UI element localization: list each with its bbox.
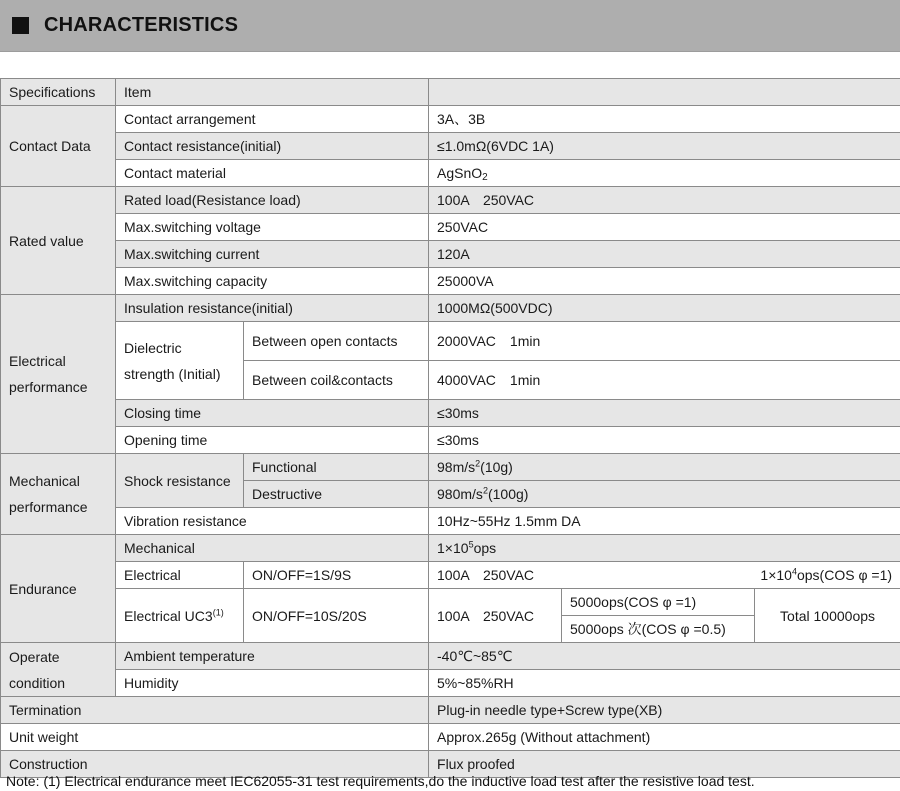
table-row <box>1 535 900 562</box>
table-row <box>1 322 900 361</box>
table-row <box>1 697 900 724</box>
item-termination: Termination <box>1 697 429 724</box>
group-endurance: Endurance <box>1 535 116 643</box>
group-rated-value: Rated value <box>1 187 116 295</box>
item-functional: Functional <box>244 454 429 481</box>
item-shock-resistance: Shock resistance <box>116 454 244 508</box>
group-operate-condition: Operate condition <box>1 643 116 697</box>
item-max-voltage: Max.switching voltage <box>116 214 429 241</box>
table-row <box>1 562 900 589</box>
table-row <box>1 400 900 427</box>
electrical-load: 100A 250VAC <box>437 567 535 583</box>
item-open-contacts: Between open contacts <box>244 322 429 361</box>
footnote: Note: (1) Electrical endurance meet IEC62055-31 test requirements,do the inductive load test after the resistive load test. <box>6 773 755 789</box>
item-max-current: Max.switching current <box>116 241 429 268</box>
table-row <box>1 106 900 133</box>
item-destructive: Destructive <box>244 481 429 508</box>
table-header-row <box>1 79 900 106</box>
item-unit-weight: Unit weight <box>1 724 429 751</box>
item-electrical-endurance: Electrical <box>116 562 244 589</box>
table-row <box>1 589 900 616</box>
group-contact-data: Contact Data <box>1 106 116 187</box>
item-mechanical-endurance: Mechanical <box>116 535 429 562</box>
item-dielectric-strength: Dielectric strength (Initial) <box>116 322 244 400</box>
electrical-cycle: ON/OFF=1S/9S <box>244 562 429 589</box>
value-contact-arrangement: 3A、3B <box>429 106 900 133</box>
group-electrical-performance: Electrical performance <box>1 295 116 454</box>
electrical-uc3-cycle: ON/OFF=10S/20S <box>244 589 429 643</box>
item-electrical-uc3: Electrical UC3$^{(1)}$ <box>116 589 244 643</box>
table-row <box>1 241 900 268</box>
section-title: CHARACTERISTICS <box>44 14 239 36</box>
table-row <box>1 508 900 535</box>
value-ambient-temperature: -40℃~85℃ <box>429 643 900 670</box>
table-row <box>1 724 900 751</box>
value-open-contacts: 2000VAC 1min <box>429 322 900 361</box>
electrical-uc3-load: 100A 250VAC <box>429 589 562 643</box>
value-humidity: 5%~85%RH <box>429 670 900 697</box>
col-header-value <box>429 79 900 106</box>
value-insulation: 1000MΩ(500VDC) <box>429 295 900 322</box>
table-row <box>1 268 900 295</box>
value-rated-load: 100A 250VAC <box>429 187 900 214</box>
item-contact-material: Contact material <box>116 160 429 187</box>
item-humidity: Humidity <box>116 670 429 697</box>
item-closing-time: Closing time <box>116 400 429 427</box>
item-contact-arrangement: Contact arrangement <box>116 106 429 133</box>
table-row <box>1 214 900 241</box>
section-header <box>0 0 900 52</box>
value-mechanical-endurance: $1\times 10^5ops$ <box>429 535 900 562</box>
electrical-uc3-ops-2: 5000ops 次(COS φ =0.5) <box>562 616 755 643</box>
value-max-capacity: 25000VA <box>429 268 900 295</box>
col-header-specifications: Specifications <box>1 79 116 106</box>
value-closing-time: ≤30ms <box>429 400 900 427</box>
value-electrical-endurance <box>429 562 900 589</box>
item-contact-resistance: Contact resistance(initial) <box>116 133 429 160</box>
value-contact-material: AgSnO$_2$ <box>429 160 900 187</box>
value-construction: Flux proofed <box>429 751 900 778</box>
item-vibration: Vibration resistance <box>116 508 429 535</box>
value-opening-time: ≤30ms <box>429 427 900 454</box>
value-destructive: $980m/s^2(100g)$ <box>429 481 900 508</box>
group-mechanical-performance: Mechanical performance <box>1 454 116 535</box>
square-bullet-icon <box>12 17 29 34</box>
table-row <box>1 187 900 214</box>
value-termination: Plug-in needle type+Screw type(XB) <box>429 697 900 724</box>
item-construction: Construction <box>1 751 429 778</box>
electrical-uc3-ops-1: 5000ops(COS φ =1) <box>562 589 755 616</box>
item-insulation: Insulation resistance(initial) <box>116 295 429 322</box>
item-coil-contacts: Between coil&contacts <box>244 361 429 400</box>
table-row <box>1 133 900 160</box>
value-unit-weight: Approx.265g (Without attachment) <box>429 724 900 751</box>
table-row <box>1 295 900 322</box>
value-vibration: 10Hz~55Hz 1.5mm DA <box>429 508 900 535</box>
item-rated-load: Rated load(Resistance load) <box>116 187 429 214</box>
value-max-current: 120A <box>429 241 900 268</box>
value-max-voltage: 250VAC <box>429 214 900 241</box>
table-row <box>1 160 900 187</box>
value-coil-contacts: 4000VAC 1min <box>429 361 900 400</box>
value-contact-resistance: ≤1.0mΩ(6VDC 1A) <box>429 133 900 160</box>
item-ambient-temperature: Ambient temperature <box>116 643 429 670</box>
value-functional: $98m/s^2(10g)$ <box>429 454 900 481</box>
table-row <box>1 643 900 670</box>
col-header-item: Item <box>116 79 429 106</box>
item-opening-time: Opening time <box>116 427 429 454</box>
electrical-uc3-total: Total 10000ops <box>755 589 900 643</box>
characteristics-table <box>0 78 900 778</box>
electrical-ops: $1\times 10^4ops(COS$ φ =1) <box>760 566 893 583</box>
table-row <box>1 427 900 454</box>
table-row <box>1 454 900 481</box>
table-row <box>1 670 900 697</box>
item-max-capacity: Max.switching capacity <box>116 268 429 295</box>
